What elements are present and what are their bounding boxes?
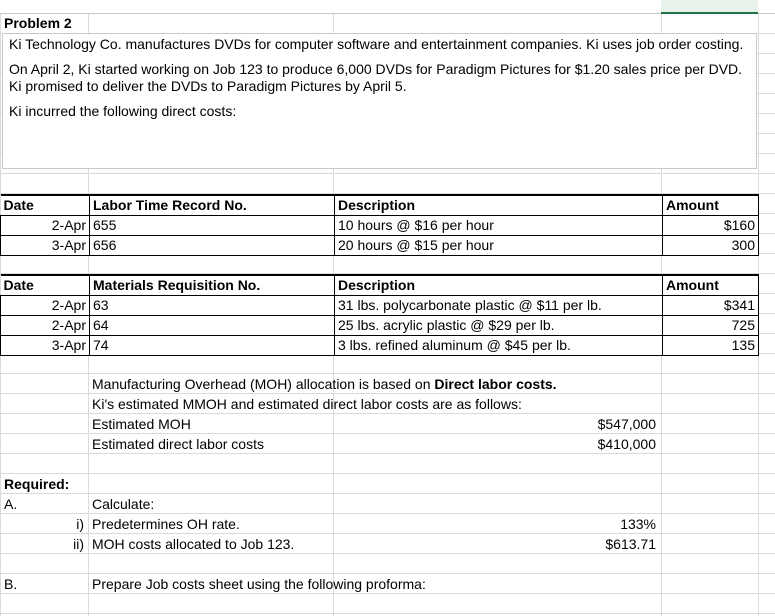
labor-description-cell: 10 hours @ $16 per hour (335, 216, 663, 236)
labor-table (0, 194, 759, 256)
table-row (1, 296, 759, 316)
selected-column-header[interactable] (661, 0, 758, 14)
labor-date-header: Date (1, 195, 90, 216)
labor-description-header: Description (335, 195, 663, 216)
labor-amount-header: Amount (663, 195, 759, 216)
part-a-label: A. (4, 496, 18, 512)
item-ii-value: $613.71 (605, 536, 656, 552)
required-label: Required: (4, 476, 70, 492)
item-ii-label: ii) (73, 536, 84, 552)
part-b-text: Prepare Job costs sheet using the following proforma: (92, 576, 426, 592)
materials-amount-cell: 725 (663, 316, 759, 336)
materials-description-cell: 3 lbs. refined aluminum @ $45 per lb. (335, 336, 663, 356)
materials-description-cell: 31 lbs. polycarbonate plastic @ $11 per lb. (335, 296, 663, 316)
materials-amount-cell: 135 (663, 336, 759, 356)
table-row (1, 236, 759, 256)
table-row (1, 316, 759, 336)
materials-date-cell: 3-Apr (1, 336, 90, 356)
moh-basis-line (92, 374, 557, 394)
labor-amount-cell: $160 (663, 216, 759, 236)
intro-paragraph-1: Ki Technology Co. manufactures DVDs for computer software and entertainment companies. Ki uses job order costing. (9, 36, 744, 52)
part-b-label: B. (4, 576, 18, 592)
labor-amount-cell: 300 (663, 236, 759, 256)
table-row (1, 216, 759, 236)
labor-date-cell: 3-Apr (1, 236, 90, 256)
column-header-strip (0, 0, 775, 14)
moh-estimates-intro: Ki's estimated MMOH and estimated direct labor costs are as follows: (92, 396, 522, 412)
moh-basis-bold: Direct labor costs. (434, 376, 557, 392)
materials-header-row (1, 275, 759, 296)
item-ii-text: MOH costs allocated to Job 123. (92, 536, 295, 552)
moh-basis-text: Manufacturing Overhead (MOH) allocation is based on (92, 376, 435, 392)
materials-amount-cell: $341 (663, 296, 759, 316)
estimated-moh-label: Estimated MOH (92, 416, 191, 432)
part-a-text: Calculate: (92, 496, 155, 512)
labor-record-cell: 656 (90, 236, 335, 256)
labor-record-cell: 655 (90, 216, 335, 236)
materials-date-cell: 2-Apr (1, 296, 90, 316)
materials-description-header: Description (335, 275, 663, 296)
item-i-value: 133% (620, 516, 656, 532)
materials-record-cell: 63 (90, 296, 335, 316)
estimated-dl-value: $410,000 (597, 436, 656, 452)
labor-date-cell: 2-Apr (1, 216, 90, 236)
materials-record-cell: 74 (90, 336, 335, 356)
item-i-label: i) (76, 516, 84, 532)
item-i-text: Predetermines OH rate. (92, 516, 240, 532)
materials-date-cell: 2-Apr (1, 316, 90, 336)
intro-paragraph-3: Ki incurred the following direct costs: (9, 103, 237, 119)
labor-description-cell: 20 hours @ $15 per hour (335, 236, 663, 256)
estimated-dl-label: Estimated direct labor costs (92, 436, 264, 452)
labor-record-header: Labor Time Record No. (90, 195, 335, 216)
materials-record-cell: 64 (90, 316, 335, 336)
intro-text-box[interactable] (2, 33, 757, 169)
materials-date-header: Date (1, 275, 90, 296)
intro-paragraph-2: On April 2, Ki started working on Job 123 to produce 6,000 DVDs for Paradigm Pictures for $1.20 sales price per DVD. Ki promised to deliver the DVDs to Paradigm Pictures by April 5. (9, 61, 743, 94)
table-row (1, 336, 759, 356)
sheet-title: Problem 2 (4, 15, 72, 31)
materials-description-cell: 25 lbs. acrylic plastic @ $29 per lb. (335, 316, 663, 336)
materials-amount-header: Amount (663, 275, 759, 296)
labor-header-row (1, 195, 759, 216)
materials-table (0, 274, 759, 356)
materials-record-header: Materials Requisition No. (90, 275, 335, 296)
estimated-moh-value: $547,000 (597, 416, 656, 432)
